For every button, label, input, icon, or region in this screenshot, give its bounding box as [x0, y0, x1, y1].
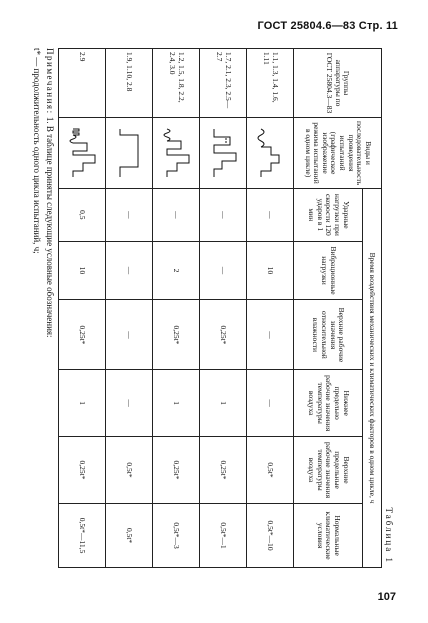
value-cell: 1 — [200, 370, 247, 436]
value-cell: — — [200, 189, 247, 241]
test-mode-waveform-4-icon — [112, 127, 146, 179]
value-cell: 0,5 — [59, 189, 106, 241]
time-group-header: Время воздействия механических и климатических факторов в одном цикле, ч — [363, 189, 382, 568]
test-mode-waveform-2-icon — [206, 127, 240, 179]
value-cell: — — [153, 189, 200, 241]
column-header-normal-conditions: Нормальные климатические условия — [294, 504, 363, 568]
value-cell: — — [106, 189, 153, 241]
value-cell: 1 — [153, 370, 200, 436]
group-cell: 2.9 — [59, 49, 106, 118]
table-row — [153, 49, 200, 568]
value-cell: 0,5t* — [106, 436, 153, 503]
value-cell: 0,5t* — [247, 436, 294, 503]
group-cell: 1.7, 2.1, 2.3, 2.5—2.7 — [200, 49, 247, 118]
value-cell: — — [200, 241, 247, 300]
value-cell: 0,5t*—1 — [200, 504, 247, 568]
column-header-humidity: Верхние рабочие значения относительной влажности — [294, 300, 363, 370]
value-cell: 0,25t* — [200, 300, 247, 370]
column-header-high-temperature: Верхние предельные рабочие значения температуры воздуха — [294, 436, 363, 503]
note-line-2: t* — продолжительность одного цикла испытаний, ч; — [32, 48, 43, 254]
value-cell: 0,5t* — [106, 504, 153, 568]
value-cell: — — [247, 300, 294, 370]
value-cell: 0,5t*—10 — [247, 504, 294, 568]
test-mode-waveform-1-icon — [253, 127, 287, 179]
value-cell: — — [106, 241, 153, 300]
value-cell: 10 — [59, 241, 106, 300]
mode-cell — [247, 118, 294, 189]
value-cell: 0,5t*—11,5 — [59, 504, 106, 568]
table-notes — [31, 48, 56, 568]
value-cell: — — [106, 300, 153, 370]
value-cell: 0,25t* — [59, 300, 106, 370]
column-header-vibration: Вибрационные нагрузки — [294, 241, 363, 300]
value-cell: 0,25t* — [59, 436, 106, 503]
mode-column-header: Виды и последовательность проведения испытаний (графическое изображение режима испытаний в одном цикле) — [294, 118, 382, 189]
group-cell: 1.1, 1.3, 1.4, 1.6, 1.11 — [247, 49, 294, 118]
value-cell: 0,25t* — [153, 436, 200, 503]
mode-cell — [59, 118, 106, 189]
group-cell: 1.2, 1.5, 1.8, 2.2, 2.4, 3.0 — [153, 49, 200, 118]
note-line-1 — [43, 48, 56, 568]
group-column-header: Группы аппаратуры по ГОСТ 25804.3—83 — [294, 49, 382, 118]
table-row — [200, 49, 247, 568]
table-row — [59, 49, 106, 568]
group-cell: 1.9, 1.10, 2.8 — [106, 49, 153, 118]
test-mode-waveform-3-icon — [159, 127, 193, 179]
value-cell: 0,25t* — [200, 436, 247, 503]
rotated-table-block — [14, 48, 394, 568]
mode-cell — [106, 118, 153, 189]
page-header: ГОСТ 25804.6—83 Стр. 11 — [257, 20, 398, 32]
table-row — [106, 49, 153, 568]
value-cell: — — [106, 370, 153, 436]
value-cell: 0,25t* — [153, 300, 200, 370]
test-schedule-table — [58, 48, 382, 568]
column-header-shock: Ударные нагрузки при скорости 120 ударов в 1 мин — [294, 189, 363, 241]
table-row — [247, 49, 294, 568]
value-cell: 2 — [153, 241, 200, 300]
column-header-low-temperature: Нижнее предельно рабочие значения температуры воздуха — [294, 370, 363, 436]
value-cell: 0,5t*—3 — [153, 504, 200, 568]
note-line-1-text: 1. В таблице приняты следующие условные обозначения: — [45, 116, 55, 338]
value-cell: — — [247, 370, 294, 436]
test-mode-waveform-5-icon — [65, 127, 99, 179]
value-cell: 1 — [59, 370, 106, 436]
note-lead: Примечания: — [45, 48, 55, 115]
table-caption: Таблица 1 — [384, 507, 394, 564]
mode-cell — [200, 118, 247, 189]
mode-cell — [153, 118, 200, 189]
value-cell: — — [247, 189, 294, 241]
page-number: 107 — [377, 591, 396, 603]
value-cell: 10 — [247, 241, 294, 300]
